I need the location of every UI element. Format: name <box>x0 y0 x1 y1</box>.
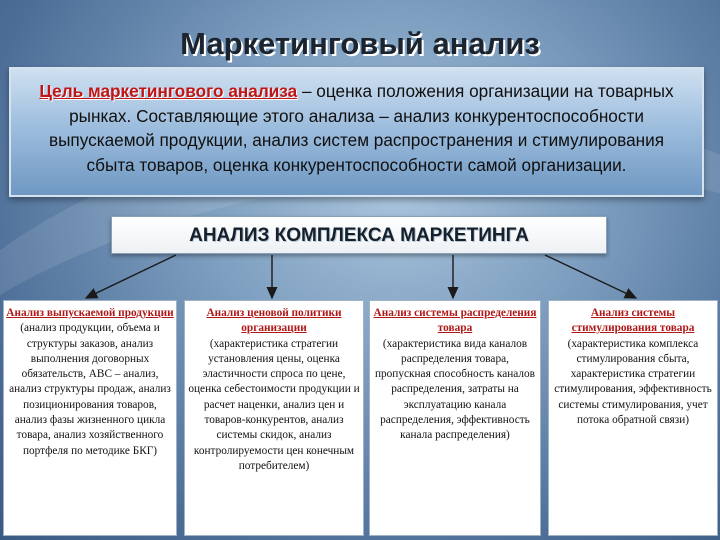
column-heading: Анализ системы стимулирования товара <box>571 307 695 335</box>
column-heading: Анализ ценовой политики организации <box>206 307 342 335</box>
slide-title: Маркетинговый анализ <box>180 26 540 61</box>
column-body: (характеристика комплекса стимулирования сбыта, характеристика стратегии стимулирования, эффективность системы стимулирования, учет потока обратной связи) <box>554 337 712 427</box>
column-body: (характеристика стратегии установления цены, оценка эластичности спроса по цене, оценка себестоимости продукции и расчет наценки, анализ цен и товаров-конкурентов, анализ системы скидок, анализ контролируемости цен конечным потребителем) <box>188 337 360 472</box>
column-heading: Анализ выпускаемой продукции <box>6 307 174 319</box>
arrow-to-product <box>86 255 176 298</box>
column-product-analysis <box>3 300 177 536</box>
marketing-complex-heading: АНАЛИЗ КОМПЛЕКСА МАРКЕТИНГА <box>111 216 607 254</box>
arrow-to-promotion <box>545 255 636 298</box>
column-body: (анализ продукции, объема и структуры заказов, анализ выполнения договорных обязательств, АВС – анализ, анализ структуры продаж, анализ позиционирования товаров, анализ фазы жизненного цикла товара, анализ хозяйственного портфеля по методике БКГ) <box>9 322 171 457</box>
column-pricing-analysis <box>184 300 364 536</box>
column-heading: Анализ системы распределения товара <box>373 307 537 335</box>
column-promotion-analysis <box>548 300 718 536</box>
goal-term: Цель маркетингового анализа <box>39 81 298 101</box>
goal-text: – оценка положения организации на товарных рынках. Составляющие этого анализа – анализ конкурентоспособности выпускаемой продукции, анализ систем распространения и стимулирования сбыта товаров, оценка конкурентоспособности самой организации. <box>48 81 674 175</box>
column-distribution-analysis <box>369 300 541 536</box>
column-body: (характеристика вида каналов распределения товара, пропускная способность каналов распределения, затраты на эксплуатацию канала распределения, эффективность канала распределения) <box>374 337 536 442</box>
